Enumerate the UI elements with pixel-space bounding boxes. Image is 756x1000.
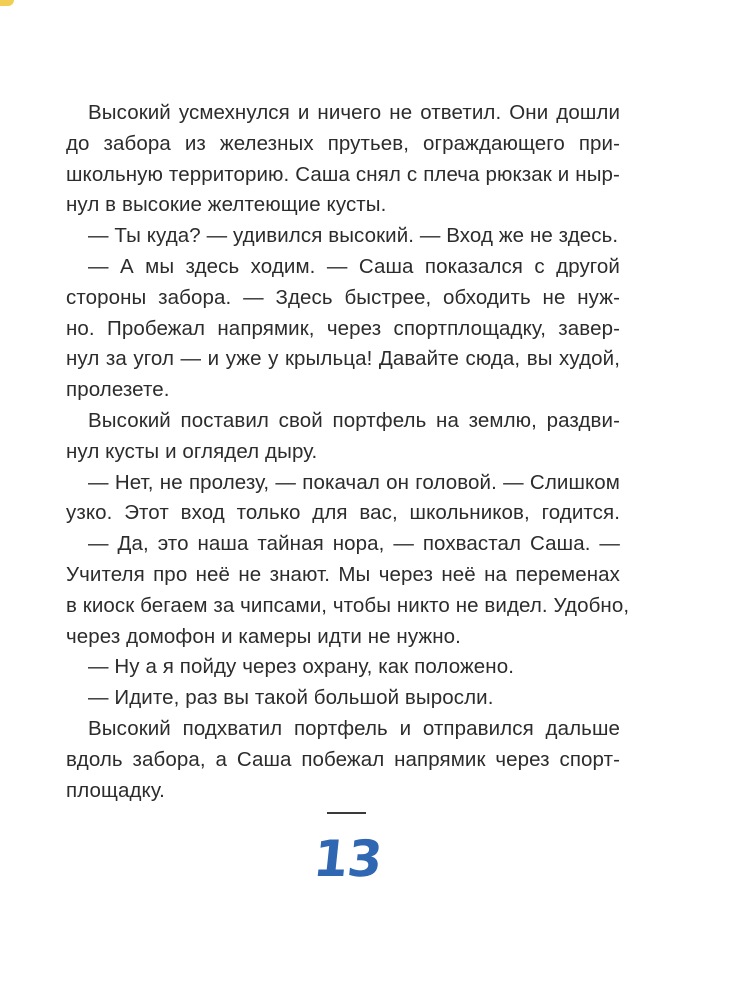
text-line: школьную территорию. Саша снял с плеча рюкзак и ныр- <box>66 162 620 186</box>
paragraph-4 <box>66 406 620 468</box>
text-line: нул кусты и оглядел дыру. <box>66 439 318 463</box>
paragraph-9 <box>66 714 620 806</box>
paragraph-6 <box>66 529 630 652</box>
text-line: Высокий поставил свой портфель на землю, раздви- <box>88 408 620 432</box>
text-line: — Ну а я пойду через охрану, как положено. <box>88 655 514 679</box>
corner-accent <box>0 0 14 6</box>
paragraph-8 <box>88 683 620 714</box>
text-line: но. Пробежал напрямик, через спортплощадку, завер- <box>66 316 620 340</box>
text-line: Высокий подхватил портфель и отправился дальше <box>88 716 620 740</box>
text-line: — Нет, не пролезу, — покачал он головой. — Слишком <box>88 470 620 494</box>
page-number-divider <box>327 812 366 814</box>
text-line: стороны забора. — Здесь быстрее, обходить не нуж- <box>66 285 620 309</box>
page-number: 13 <box>310 830 385 888</box>
text-line: узко. Этот вход только для вас, школьников, годится. <box>66 501 620 525</box>
text-line: Высокий усмехнулся и ничего не ответил. Они дошли <box>88 101 620 124</box>
text-line: до забора из железных прутьев, ограждающего при- <box>66 131 620 155</box>
paragraph-5 <box>66 468 620 530</box>
paragraph-3 <box>66 252 620 406</box>
text-line: Учителя про неё не знают. Мы через неё на переменах <box>66 562 620 586</box>
text-line: — Ты куда? — удивился высокий. — Вход же не здесь. <box>88 224 619 248</box>
text-line: пролезете. <box>66 378 170 402</box>
text-line: через домофон и камеры идти не нужно. <box>66 624 461 648</box>
body-text <box>66 98 630 806</box>
text-line: в киоск бегаем за чипсами, чтобы никто не видел. Удобно, <box>66 593 630 617</box>
paragraph-1 <box>66 98 620 221</box>
text-line: — Идите, раз вы такой большой выросли. <box>88 686 494 710</box>
text-line: — Да, это наша тайная нора, — похвастал Саша. — <box>88 532 620 556</box>
text-line: — А мы здесь ходим. — Саша показался с другой <box>88 254 620 278</box>
text-line: нул за угол — и уже у крыльца! Давайте сюда, вы худой, <box>66 347 620 371</box>
text-line: нул в высокие желтеющие кусты. <box>66 193 387 217</box>
text-line: вдоль забора, а Саша побежал напрямик через спорт- <box>66 747 620 771</box>
text-line: площадку. <box>66 778 165 802</box>
paragraph-2 <box>88 221 620 252</box>
paragraph-7 <box>88 652 620 683</box>
